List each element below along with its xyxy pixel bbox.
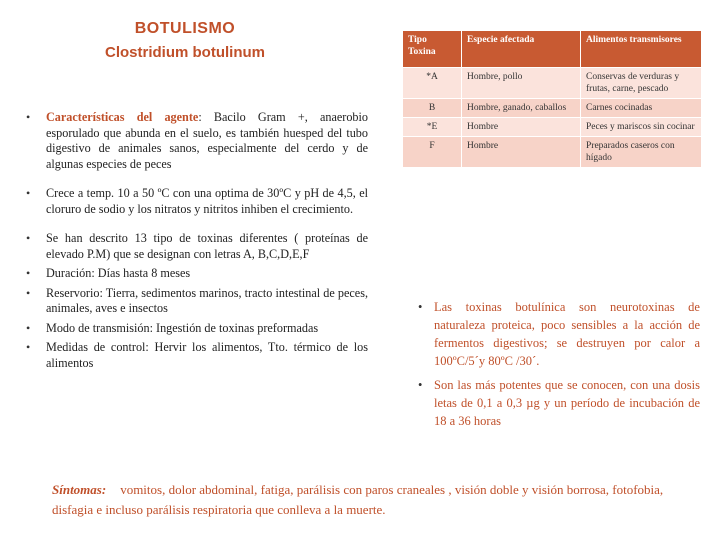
table-row <box>403 137 702 168</box>
symptoms-label: Síntomas: <box>52 482 107 497</box>
page-subtitle: Clostridium botulinum <box>105 44 265 61</box>
table-cell: F <box>403 137 462 168</box>
table-cell: Conservas de verduras y frutas, carne, pescado <box>581 68 702 99</box>
bullet-icon: • <box>418 300 423 314</box>
table-row <box>403 118 702 137</box>
symptoms-text: vomitos, dolor abdominal, fatiga, parálisis con paros craneales , visión doble y visión borrosa, fotofobia, disfagia e incluso parálisis respiratoria que conlleva a la muerte. <box>52 482 664 517</box>
table-cell: Peces y mariscos sin cocinar <box>581 118 702 137</box>
header-cell: Tipo Toxina <box>403 31 462 68</box>
item-label: Características del agente <box>46 110 199 124</box>
table-cell: *E <box>403 118 462 137</box>
list-item <box>26 231 368 262</box>
item-text: Medidas de control: Hervir los alimentos, Tto. térmico de los alimentos <box>46 340 368 370</box>
table-cell: Carnes cocinadas <box>581 99 702 118</box>
item-text: Modo de transmisión: Ingestión de toxinas preformadas <box>46 320 319 335</box>
list-item <box>26 110 368 172</box>
item-text: Se han descrito 13 tipo de toxinas diferentes ( proteínas de elevado P.M) que se designan con letras A, B,C,D,E,F <box>46 231 368 261</box>
header-cell: Especie afectada <box>462 31 581 68</box>
bullet-icon: • <box>418 378 423 392</box>
table-cell: Hombre, ganado, caballos <box>462 99 581 118</box>
bullet-icon: • <box>26 320 31 335</box>
item-text: Las toxinas botulínica son neurotoxinas de naturaleza proteica, poco sensibles a la acción de fermentos digestivos; se destruyen por calor a 100ºC/5´y 80ºC /30´. <box>434 300 700 368</box>
list-item <box>418 376 700 430</box>
item-text: : Bacilo Gram +, anaerobio esporulado que abunda en el suelo, es también huesped del tubo digestivo de animales sanos, especialmente del cerdo y de algunas especies de peces <box>46 110 369 171</box>
table-cell: Hombre <box>462 137 581 168</box>
toxin-table <box>402 30 702 168</box>
bullet-icon: • <box>26 186 31 200</box>
table-cell: Hombre <box>462 118 581 137</box>
item-text: Son las más potentes que se conocen, con una dosis letas de 0,1 a 0,3 µg y un período de incubación de 18 a 36 horas <box>434 378 700 428</box>
table-cell: Hombre, pollo <box>462 68 581 99</box>
table-header-row <box>403 31 702 68</box>
table-cell: Preparados caseros con hígado <box>581 137 702 168</box>
list-item <box>26 266 368 282</box>
list-item <box>26 186 368 217</box>
item-text: Crece a temp. 10 a 50 ºC con una optima de 30ºC y pH de 4,5, el cloruro de sodio y los nitratos y nitritos inhiben el crecimiento. <box>46 186 368 216</box>
bullet-icon: • <box>26 110 31 124</box>
table-cell: B <box>403 99 462 118</box>
bullet-icon: • <box>26 285 31 300</box>
table-row <box>403 99 702 118</box>
list-item <box>26 321 368 337</box>
symptoms-paragraph <box>52 480 692 520</box>
characteristics-list <box>26 110 368 371</box>
page-title: BOTULISMO <box>134 20 236 37</box>
list-item <box>26 340 368 371</box>
table-cell: *A <box>403 68 462 99</box>
toxin-notes-list <box>418 298 700 436</box>
bullet-icon: • <box>26 340 31 354</box>
bullet-icon: • <box>26 231 31 245</box>
header-cell: Alimentos transmisores <box>581 31 702 68</box>
item-text: Reservorio: Tierra, sedimentos marinos, tracto intestinal de peces, animales, aves e insectos <box>46 285 368 315</box>
list-item <box>26 286 368 317</box>
title-block <box>40 20 330 61</box>
bullet-icon: • <box>26 266 31 280</box>
list-item <box>418 298 700 370</box>
item-text: Duración: Días hasta 8 meses <box>46 266 191 280</box>
table-row <box>403 68 702 99</box>
